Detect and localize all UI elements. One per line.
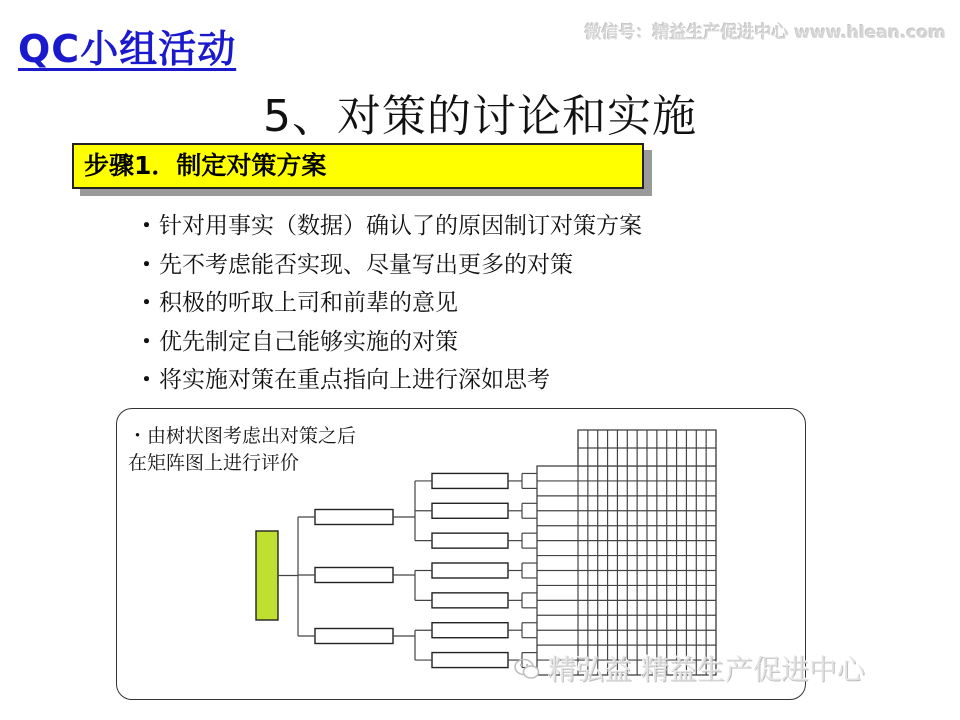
wechat-icon <box>514 656 540 682</box>
tree-level1-box <box>315 568 393 583</box>
tree-level2-box <box>432 533 508 548</box>
bullet-marker: ・ <box>135 290 158 316</box>
tree-level1-box <box>315 510 393 525</box>
tree-level1-box <box>315 629 393 644</box>
panel-note-line: ・由树状图考虑出对策之后 <box>128 425 357 447</box>
tree-level2-box <box>432 593 508 608</box>
tree-level2-box <box>432 503 508 518</box>
tree-level2-box <box>432 563 508 578</box>
tree-level2-box <box>432 653 508 668</box>
bullet-text: 先不考虑能否实现、尽量写出更多的对策 <box>159 251 573 278</box>
bullet-marker: ・ <box>135 213 158 239</box>
panel-note-line: 在矩阵图上进行评价 <box>128 452 300 474</box>
top-watermark: 微信号：精益生产促进中心 www.hlean.com <box>584 23 946 43</box>
bullet-text: 将实施对策在重点指向上进行深如思考 <box>159 367 550 393</box>
slide-title: 5、对策的讨论和实施 <box>263 91 697 142</box>
bullet-marker: ・ <box>135 367 158 393</box>
bullet-marker: ・ <box>135 251 158 278</box>
bottom-watermark-text: 精弘益 精益生产促进中心 <box>548 653 865 686</box>
step-label-box: 步骤1．制定对策方案 <box>72 143 644 189</box>
bullet-text: 积极的听取上司和前辈的意见 <box>159 290 458 316</box>
bullet-text: 优先制定自己能够实施的对策 <box>159 328 458 355</box>
tree-root-box <box>256 531 278 620</box>
bottom-watermark <box>514 648 865 688</box>
bullet-text: 针对用事实（数据）确认了的原因制订对策方案 <box>159 213 642 239</box>
bullet-marker: ・ <box>135 328 158 355</box>
tree-level2-box <box>432 473 508 488</box>
header-tag: QC小组活动 <box>18 27 237 71</box>
tree-level2-box <box>432 623 508 638</box>
